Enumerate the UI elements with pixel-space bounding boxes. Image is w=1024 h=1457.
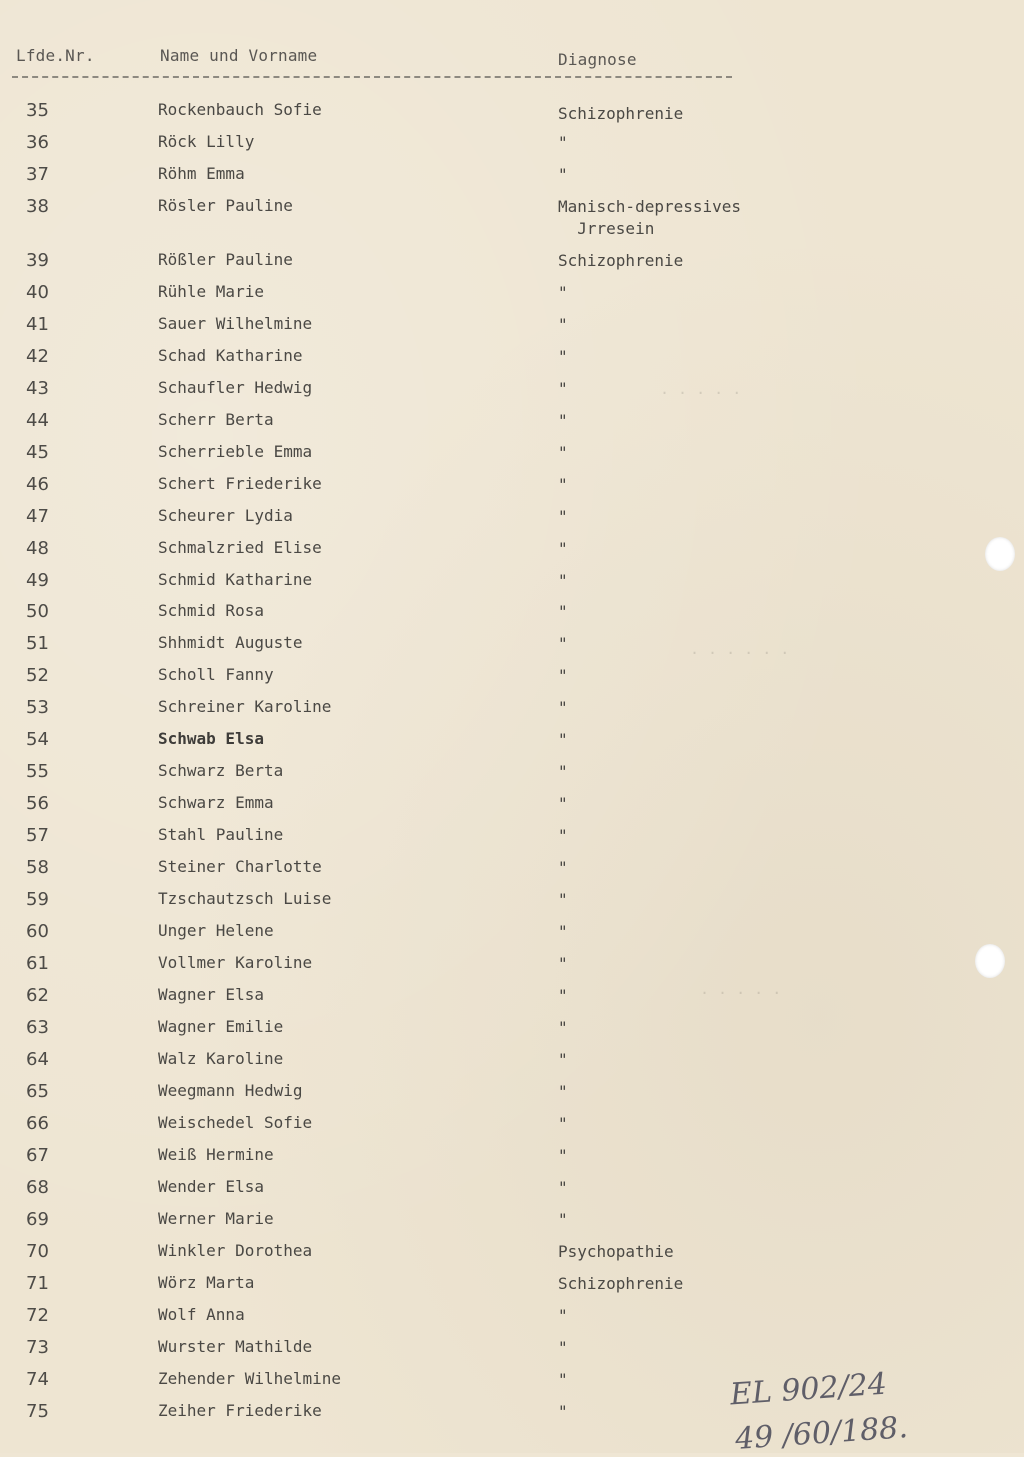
table-row [0, 729, 1024, 753]
patient-name: Zehender Wilhelmine [158, 1369, 342, 1388]
patient-name: Sauer Wilhelmine [158, 314, 313, 333]
diagnosis: " [558, 698, 568, 717]
table-row [0, 442, 1024, 466]
table-row [0, 985, 1024, 1009]
diagnosis: " [558, 165, 568, 184]
table-row [0, 410, 1024, 434]
diagnosis: Schizophrenie [558, 251, 684, 270]
table-row [0, 506, 1024, 530]
header-rule [12, 76, 732, 78]
patient-name: Walz Karoline [158, 1049, 284, 1068]
row-number: 65 [26, 1081, 49, 1102]
bleed-through-mark: . . . . . [660, 380, 742, 398]
column-header-number: Lfde.Nr. [16, 46, 95, 65]
patient-name: Scheurer Lydia [158, 506, 293, 525]
patient-name: Schwarz Emma [158, 793, 274, 812]
patient-name: Rockenbauch Sofie [158, 100, 322, 119]
bleed-through-mark: . . . . . . [690, 640, 790, 658]
patient-name: Schmalzried Elise [158, 538, 322, 557]
diagnosis: Schizophrenie [558, 1274, 684, 1293]
diagnosis: " [558, 315, 568, 334]
table-row [0, 346, 1024, 370]
patient-name: Scherr Berta [158, 410, 274, 429]
patient-name: Schmid Katharine [158, 570, 313, 589]
row-number: 64 [26, 1049, 49, 1070]
diagnosis: " [558, 730, 568, 749]
patient-name: Röck Lilly [158, 132, 255, 151]
diagnosis: " [558, 1146, 568, 1165]
patient-name: Steiner Charlotte [158, 857, 322, 876]
table-row [0, 1241, 1024, 1265]
table-row [0, 1081, 1024, 1105]
diagnosis: Manisch-depressives Jrresein [558, 197, 742, 238]
table-row [0, 1113, 1024, 1137]
table-row [0, 1049, 1024, 1073]
diagnosis: " [558, 858, 568, 877]
patient-name: Wörz Marta [158, 1273, 255, 1292]
diagnosis: " [558, 954, 568, 973]
column-header-diagnosis: Diagnose [558, 50, 637, 69]
patient-name: Vollmer Karoline [158, 953, 313, 972]
row-number: 68 [26, 1177, 49, 1198]
row-number: 69 [26, 1209, 49, 1230]
diagnosis: " [558, 986, 568, 1005]
diagnosis: " [558, 1018, 568, 1037]
table-row [0, 857, 1024, 881]
archive-signature-line2: 49 /60/188. [733, 1410, 909, 1457]
row-number: 63 [26, 1017, 49, 1038]
patient-name: Schwab Elsa [158, 729, 264, 748]
row-number: 47 [26, 506, 49, 527]
row-number: 57 [26, 825, 49, 846]
patient-name: Schert Friederike [158, 474, 322, 493]
diagnosis: " [558, 1178, 568, 1197]
table-row [0, 474, 1024, 498]
patient-name: Werner Marie [158, 1209, 274, 1228]
patient-name: Schad Katharine [158, 346, 303, 365]
row-number: 45 [26, 442, 49, 463]
row-number: 71 [26, 1273, 49, 1294]
diagnosis: " [558, 1306, 568, 1325]
row-number: 37 [26, 164, 49, 185]
diagnosis: " [558, 507, 568, 526]
diagnosis: " [558, 133, 568, 152]
table-row [0, 761, 1024, 785]
row-number: 70 [26, 1241, 49, 1262]
row-number: 59 [26, 889, 49, 910]
patient-name: Schreiner Karoline [158, 697, 332, 716]
diagnosis: " [558, 379, 568, 398]
row-number: 35 [26, 100, 49, 121]
table-row [0, 1209, 1024, 1233]
row-number: 62 [26, 985, 49, 1006]
patient-name: Unger Helene [158, 921, 274, 940]
row-number: 58 [26, 857, 49, 878]
patient-name: Stahl Pauline [158, 825, 284, 844]
patient-name: Wurster Mathilde [158, 1337, 313, 1356]
patient-name: Weischedel Sofie [158, 1113, 313, 1132]
diagnosis: " [558, 539, 568, 558]
diagnosis: " [558, 475, 568, 494]
row-number: 51 [26, 633, 49, 654]
patient-name: Scholl Fanny [158, 665, 274, 684]
row-number: 38 [26, 196, 49, 217]
table-row [0, 196, 1024, 244]
diagnosis: " [558, 1370, 568, 1389]
table-row [0, 1273, 1024, 1297]
table-row [0, 1305, 1024, 1329]
row-number: 54 [26, 729, 49, 750]
row-number: 53 [26, 697, 49, 718]
row-number: 61 [26, 953, 49, 974]
table-row [0, 825, 1024, 849]
row-number: 48 [26, 538, 49, 559]
table-row [0, 633, 1024, 657]
patient-name: Schwarz Berta [158, 761, 284, 780]
table-row [0, 314, 1024, 338]
diagnosis: " [558, 443, 568, 462]
bleed-through-mark: . . . . . [700, 980, 782, 998]
diagnosis: " [558, 1114, 568, 1133]
patient-name: Winkler Dorothea [158, 1241, 313, 1260]
table-row [0, 953, 1024, 977]
diagnosis: " [558, 762, 568, 781]
table-row [0, 250, 1024, 274]
table-row [0, 601, 1024, 625]
diagnosis: " [558, 602, 568, 621]
row-number: 41 [26, 314, 49, 335]
diagnosis: " [558, 826, 568, 845]
row-number: 67 [26, 1145, 49, 1166]
row-number: 52 [26, 665, 49, 686]
patient-name: Zeiher Friederike [158, 1401, 322, 1420]
table-row [0, 378, 1024, 402]
patient-name: Tzschautzsch Luise [158, 889, 332, 908]
patient-name: Rösler Pauline [158, 196, 293, 215]
patient-name: Wolf Anna [158, 1305, 245, 1324]
table-row [0, 1177, 1024, 1201]
diagnosis: " [558, 666, 568, 685]
diagnosis: Schizophrenie [558, 104, 684, 123]
row-number: 36 [26, 132, 49, 153]
diagnosis: " [558, 347, 568, 366]
diagnosis: " [558, 1338, 568, 1357]
patient-name: Scherrieble Emma [158, 442, 313, 461]
row-number: 44 [26, 410, 49, 431]
patient-name: Schaufler Hedwig [158, 378, 313, 397]
row-number: 46 [26, 474, 49, 495]
table-row [0, 570, 1024, 594]
patient-name: Wagner Elsa [158, 985, 264, 1004]
row-number: 56 [26, 793, 49, 814]
patient-name: Wender Elsa [158, 1177, 264, 1196]
row-number: 72 [26, 1305, 49, 1326]
patient-name: Shhmidt Auguste [158, 633, 303, 652]
row-number: 55 [26, 761, 49, 782]
row-number: 40 [26, 282, 49, 303]
patient-name: Rühle Marie [158, 282, 264, 301]
row-number: 39 [26, 250, 49, 271]
patient-name: Rößler Pauline [158, 250, 293, 269]
diagnosis: Psychopathie [558, 1242, 674, 1261]
diagnosis: " [558, 1210, 568, 1229]
table-row [0, 697, 1024, 721]
patient-name: Schmid Rosa [158, 601, 264, 620]
row-number: 74 [26, 1369, 49, 1390]
diagnosis: " [558, 571, 568, 590]
table-row [0, 1145, 1024, 1169]
row-number: 42 [26, 346, 49, 367]
diagnosis: " [558, 794, 568, 813]
diagnosis: " [558, 283, 568, 302]
punch-hole [975, 944, 1005, 978]
table-row [0, 1337, 1024, 1361]
diagnosis: " [558, 922, 568, 941]
diagnosis: " [558, 411, 568, 430]
row-number: 75 [26, 1401, 49, 1422]
diagnosis: " [558, 890, 568, 909]
table-row [0, 100, 1024, 124]
table-row [0, 921, 1024, 945]
row-number: 66 [26, 1113, 49, 1134]
row-number: 50 [26, 601, 49, 622]
row-number: 49 [26, 570, 49, 591]
table-row [0, 538, 1024, 562]
table-row [0, 1017, 1024, 1041]
patient-name: Weegmann Hedwig [158, 1081, 303, 1100]
patient-name: Weiß Hermine [158, 1145, 274, 1164]
diagnosis: " [558, 1402, 568, 1421]
table-row [0, 889, 1024, 913]
table-row [0, 793, 1024, 817]
row-number: 73 [26, 1337, 49, 1358]
diagnosis: " [558, 1050, 568, 1069]
archive-signature-line1: EL 902/24 [728, 1366, 888, 1413]
diagnosis: " [558, 634, 568, 653]
punch-hole [985, 537, 1015, 571]
row-number: 43 [26, 378, 49, 399]
row-number: 60 [26, 921, 49, 942]
patient-name: Wagner Emilie [158, 1017, 284, 1036]
table-row [0, 164, 1024, 188]
diagnosis: " [558, 1082, 568, 1101]
patient-name: Röhm Emma [158, 164, 245, 183]
table-row [0, 665, 1024, 689]
table-row [0, 282, 1024, 306]
column-header-name: Name und Vorname [160, 46, 318, 65]
table-row [0, 132, 1024, 156]
